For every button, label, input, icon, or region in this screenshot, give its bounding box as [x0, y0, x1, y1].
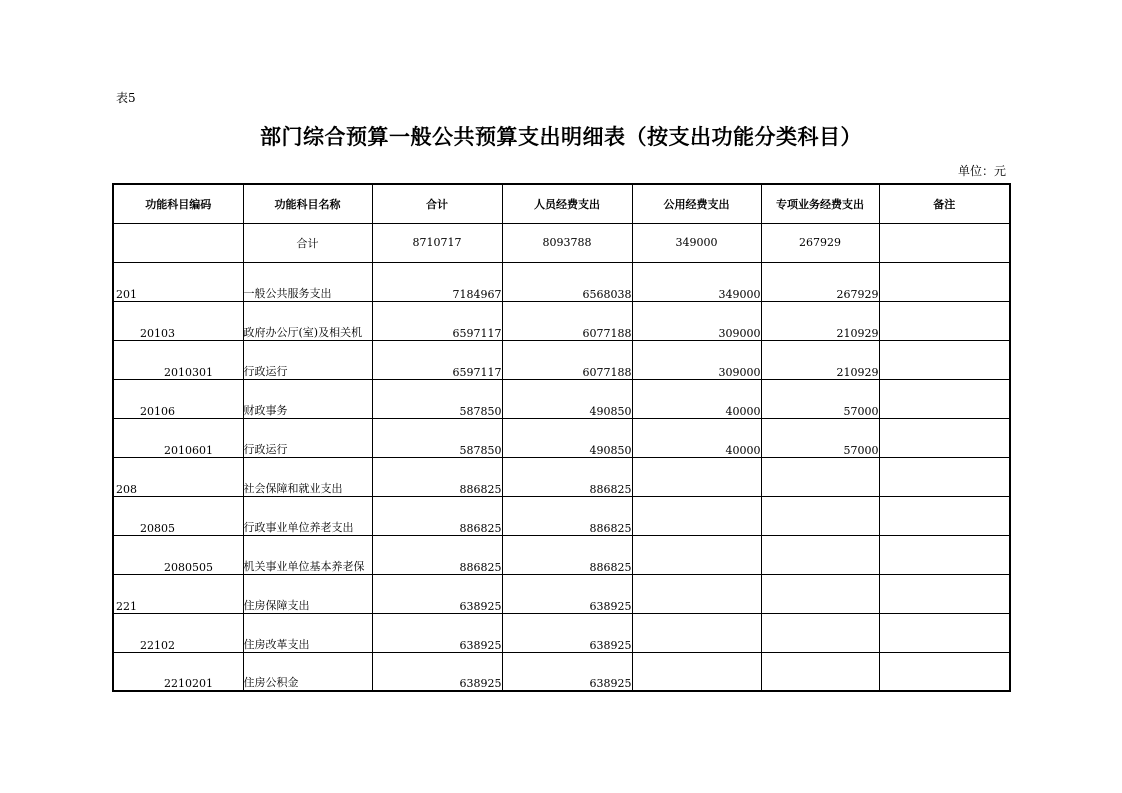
- cell-total: 886825: [372, 535, 502, 574]
- cell-personnel: 638925: [502, 613, 632, 652]
- cell-special: [761, 457, 879, 496]
- cell-name: 财政事务: [243, 379, 372, 418]
- summary-name: 合计: [243, 223, 372, 262]
- summary-row: [113, 223, 1010, 262]
- cell-remark: [879, 652, 1010, 691]
- cell-public: [632, 457, 761, 496]
- cell-remark: [879, 535, 1010, 574]
- header-personnel: 人员经费支出: [502, 184, 632, 223]
- table-row: [113, 340, 1010, 379]
- cell-public: 349000: [632, 262, 761, 301]
- table-row: [113, 418, 1010, 457]
- cell-special: 57000: [761, 379, 879, 418]
- cell-name: 行政运行: [243, 418, 372, 457]
- cell-public: [632, 574, 761, 613]
- cell-personnel: 886825: [502, 457, 632, 496]
- cell-personnel: 490850: [502, 379, 632, 418]
- header-row: [113, 184, 1010, 223]
- cell-name: 住房改革支出: [243, 613, 372, 652]
- cell-personnel: 6077188: [502, 340, 632, 379]
- cell-special: [761, 574, 879, 613]
- cell-total: 638925: [372, 574, 502, 613]
- cell-public: [632, 652, 761, 691]
- summary-public: 349000: [632, 223, 761, 262]
- cell-special: [761, 613, 879, 652]
- table-row: [113, 301, 1010, 340]
- table-row: [113, 613, 1010, 652]
- cell-public: 40000: [632, 379, 761, 418]
- header-name: 功能科目名称: [243, 184, 372, 223]
- cell-total: 638925: [372, 613, 502, 652]
- cell-special: [761, 535, 879, 574]
- cell-total: 6597117: [372, 340, 502, 379]
- cell-public: 40000: [632, 418, 761, 457]
- cell-special: 267929: [761, 262, 879, 301]
- table-row: [113, 379, 1010, 418]
- cell-code: 2010601: [113, 418, 243, 457]
- cell-public: [632, 613, 761, 652]
- cell-personnel: 6077188: [502, 301, 632, 340]
- cell-code: 22102: [113, 613, 243, 652]
- cell-total: 638925: [372, 652, 502, 691]
- cell-remark: [879, 574, 1010, 613]
- cell-code: 208: [113, 457, 243, 496]
- cell-remark: [879, 496, 1010, 535]
- summary-personnel: 8093788: [502, 223, 632, 262]
- cell-personnel: 490850: [502, 418, 632, 457]
- cell-personnel: 886825: [502, 535, 632, 574]
- summary-special: 267929: [761, 223, 879, 262]
- cell-code: 2010301: [113, 340, 243, 379]
- header-total: 合计: [372, 184, 502, 223]
- table-label: 表5: [116, 91, 136, 105]
- cell-code: 201: [113, 262, 243, 301]
- cell-code: 20106: [113, 379, 243, 418]
- cell-total: 886825: [372, 457, 502, 496]
- cell-remark: [879, 379, 1010, 418]
- cell-remark: [879, 301, 1010, 340]
- cell-special: 210929: [761, 340, 879, 379]
- unit-label: 单位：元: [958, 164, 1007, 178]
- cell-special: 210929: [761, 301, 879, 340]
- cell-name: 住房保障支出: [243, 574, 372, 613]
- budget-table: [112, 183, 1011, 692]
- table-row: [113, 574, 1010, 613]
- cell-remark: [879, 340, 1010, 379]
- summary-code: [113, 223, 243, 262]
- summary-total: 8710717: [372, 223, 502, 262]
- cell-public: 309000: [632, 301, 761, 340]
- table-row: [113, 457, 1010, 496]
- cell-total: 6597117: [372, 301, 502, 340]
- cell-special: [761, 652, 879, 691]
- table-row: [113, 262, 1010, 301]
- cell-public: 309000: [632, 340, 761, 379]
- cell-public: [632, 535, 761, 574]
- cell-total: 587850: [372, 379, 502, 418]
- cell-personnel: 638925: [502, 652, 632, 691]
- cell-remark: [879, 262, 1010, 301]
- cell-name: 住房公积金: [243, 652, 372, 691]
- cell-remark: [879, 457, 1010, 496]
- cell-special: 57000: [761, 418, 879, 457]
- header-remark: 备注: [879, 184, 1010, 223]
- cell-total: 886825: [372, 496, 502, 535]
- cell-personnel: 886825: [502, 496, 632, 535]
- cell-personnel: 6568038: [502, 262, 632, 301]
- cell-code: 221: [113, 574, 243, 613]
- cell-total: 7184967: [372, 262, 502, 301]
- cell-personnel: 638925: [502, 574, 632, 613]
- cell-special: [761, 496, 879, 535]
- cell-remark: [879, 418, 1010, 457]
- table-row: [113, 496, 1010, 535]
- cell-total: 587850: [372, 418, 502, 457]
- header-public: 公用经费支出: [632, 184, 761, 223]
- cell-name: 社会保障和就业支出: [243, 457, 372, 496]
- cell-name: 行政运行: [243, 340, 372, 379]
- page-title: 部门综合预算一般公共预算支出明细表（按支出功能分类科目）: [260, 125, 862, 149]
- summary-remark: [879, 223, 1010, 262]
- table-row: [113, 535, 1010, 574]
- cell-remark: [879, 613, 1010, 652]
- cell-code: 2080505: [113, 535, 243, 574]
- cell-name: 行政事业单位养老支出: [243, 496, 372, 535]
- cell-name: 政府办公厅(室)及相关机: [243, 301, 372, 340]
- cell-name: 机关事业单位基本养老保: [243, 535, 372, 574]
- cell-code: 20805: [113, 496, 243, 535]
- cell-name: 一般公共服务支出: [243, 262, 372, 301]
- header-code: 功能科目编码: [113, 184, 243, 223]
- cell-code: 20103: [113, 301, 243, 340]
- cell-public: [632, 496, 761, 535]
- table-row: [113, 652, 1010, 691]
- header-special: 专项业务经费支出: [761, 184, 879, 223]
- cell-code: 2210201: [113, 652, 243, 691]
